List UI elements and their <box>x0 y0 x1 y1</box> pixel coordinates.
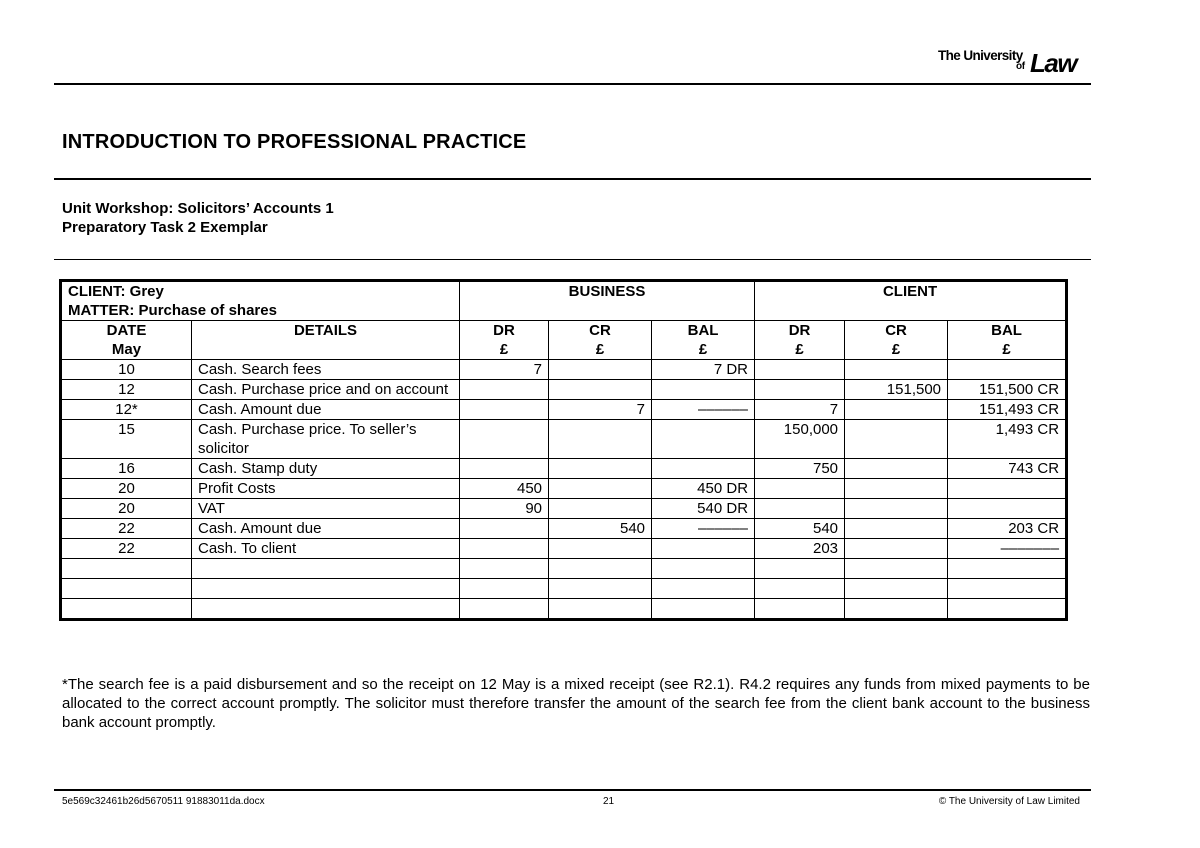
divider-footer <box>54 789 1091 791</box>
client-cr-cell <box>845 499 948 519</box>
business-cr-cell <box>549 499 652 519</box>
empty-cell <box>192 559 460 579</box>
empty-cell <box>755 579 845 599</box>
business-cr-cell: 7 <box>549 400 652 420</box>
client-cr-cell <box>845 539 948 559</box>
footer-page-number: 21 <box>603 796 615 807</box>
business-cr-cell <box>549 420 652 459</box>
business-bal-cell <box>652 539 755 559</box>
empty-cell <box>460 559 549 579</box>
details-cell: Cash. To client <box>192 539 460 559</box>
details-cell: VAT <box>192 499 460 519</box>
business-bal-cell: 540 DR <box>652 499 755 519</box>
empty-cell <box>845 579 948 599</box>
business-dr-cell <box>460 519 549 539</box>
client-dr-cell: 750 <box>755 459 845 479</box>
date-cell: 12 <box>61 380 192 400</box>
empty-cell <box>549 559 652 579</box>
business-bal-cell <box>652 380 755 400</box>
client-label: CLIENT: Grey <box>68 283 164 300</box>
client-cr-cell <box>845 479 948 499</box>
client-bal-cell: 203 CR <box>948 519 1067 539</box>
empty-cell <box>460 599 549 620</box>
logo-text-of: of <box>1016 61 1025 72</box>
ledger-row <box>61 400 1067 420</box>
business-cr-cell: 540 <box>549 519 652 539</box>
empty-cell <box>845 599 948 620</box>
empty-cell <box>845 559 948 579</box>
task-subtitle: Preparatory Task 2 Exemplar <box>62 219 268 236</box>
client-dr-cell: 203 <box>755 539 845 559</box>
client-dr-cell: 540 <box>755 519 845 539</box>
empty-cell <box>948 559 1067 579</box>
client-bal-cell: 151,500 CR <box>948 380 1067 400</box>
business-cr-cell <box>549 539 652 559</box>
client-dr-cell <box>755 499 845 519</box>
ledger-row <box>61 479 1067 499</box>
ledger-table <box>59 279 1068 621</box>
business-dr-cell <box>460 380 549 400</box>
client-dr-header: DR £ <box>755 321 845 360</box>
date-cell: 10 <box>61 360 192 380</box>
client-cr-header: CR £ <box>845 321 948 360</box>
page-title: INTRODUCTION TO PROFESSIONAL PRACTICE <box>62 131 527 153</box>
business-cr-cell <box>549 380 652 400</box>
client-bal-cell <box>948 360 1067 380</box>
workshop-subtitle: Unit Workshop: Solicitors’ Accounts 1 <box>62 200 334 217</box>
empty-cell <box>549 579 652 599</box>
empty-cell <box>652 579 755 599</box>
logo-text-university: The University <box>938 48 1023 63</box>
client-cr-cell <box>845 519 948 539</box>
date-cell: 20 <box>61 479 192 499</box>
empty-cell <box>192 579 460 599</box>
empty-cell <box>61 599 192 620</box>
university-logo <box>938 48 1083 78</box>
client-bal-cell: 151,493 CR <box>948 400 1067 420</box>
business-dr-cell <box>460 459 549 479</box>
empty-cell <box>549 599 652 620</box>
date-cell: 22 <box>61 519 192 539</box>
empty-cell <box>192 599 460 620</box>
details-cell: Profit Costs <box>192 479 460 499</box>
business-bal-cell: –––––– <box>652 400 755 420</box>
logo-text-law: Law <box>1030 48 1077 78</box>
empty-cell <box>652 599 755 620</box>
client-cr-cell <box>845 420 948 459</box>
business-dr-cell: 450 <box>460 479 549 499</box>
ledger-row <box>61 360 1067 380</box>
divider-subtitle <box>54 259 1091 260</box>
client-matter-cell <box>61 281 460 321</box>
ledger-header-row <box>61 281 1067 321</box>
details-cell: Cash. Search fees <box>192 360 460 380</box>
client-dr-cell <box>755 360 845 380</box>
details-cell: Cash. Stamp duty <box>192 459 460 479</box>
business-bal-cell <box>652 420 755 459</box>
business-bal-header: BAL £ <box>652 321 755 360</box>
business-bal-cell: 7 DR <box>652 360 755 380</box>
business-dr-cell: 90 <box>460 499 549 519</box>
business-dr-cell <box>460 539 549 559</box>
divider-title <box>54 178 1091 180</box>
details-cell: Cash. Purchase price. To seller’s solicitor <box>192 420 460 459</box>
business-dr-header: DR £ <box>460 321 549 360</box>
empty-ledger-row <box>61 579 1067 599</box>
ledger-row <box>61 380 1067 400</box>
client-bal-cell <box>948 499 1067 519</box>
divider-top <box>54 83 1091 85</box>
empty-cell <box>652 559 755 579</box>
date-cell: 15 <box>61 420 192 459</box>
client-cr-cell: 151,500 <box>845 380 948 400</box>
ledger-row <box>61 499 1067 519</box>
client-bal-cell <box>948 479 1067 499</box>
empty-cell <box>755 559 845 579</box>
matter-label: MATTER: Purchase of shares <box>68 302 277 319</box>
footnote: *The search fee is a paid disbursement and so the receipt on 12 May is a mixed receipt (see R2.1). R4.2 requires any funds from mixed payments to be allocated to the correct account promptly. The solicitor must therefore transfer the amount of the search fee from the client bank account to the business bank account promptly. <box>62 676 1090 731</box>
details-header: DETAILS <box>192 321 460 360</box>
client-bal-header: BAL £ <box>948 321 1067 360</box>
client-cr-cell <box>845 360 948 380</box>
empty-cell <box>755 599 845 620</box>
ledger-row <box>61 459 1067 479</box>
empty-ledger-row <box>61 559 1067 579</box>
client-dr-cell <box>755 380 845 400</box>
footer-doc-id: 5e569c32461b26d5670511 91883011da.docx <box>62 796 265 807</box>
business-cr-cell <box>549 479 652 499</box>
business-bal-cell: 450 DR <box>652 479 755 499</box>
client-cr-cell <box>845 459 948 479</box>
date-header: DATE May <box>61 321 192 360</box>
footer-copyright: © The University of Law Limited <box>938 796 1080 807</box>
client-bal-cell: ––––––– <box>948 539 1067 559</box>
details-cell: Cash. Purchase price and on account <box>192 380 460 400</box>
client-dr-cell: 7 <box>755 400 845 420</box>
date-cell: 20 <box>61 499 192 519</box>
empty-ledger-row <box>61 599 1067 620</box>
empty-cell <box>460 579 549 599</box>
business-group-header: BUSINESS <box>460 281 755 321</box>
column-header-row <box>61 321 1067 360</box>
client-cr-cell <box>845 400 948 420</box>
client-bal-cell: 1,493 CR <box>948 420 1067 459</box>
details-cell: Cash. Amount due <box>192 519 460 539</box>
details-cell: Cash. Amount due <box>192 400 460 420</box>
client-dr-cell: 150,000 <box>755 420 845 459</box>
client-group-header: CLIENT <box>755 281 1067 321</box>
client-dr-cell <box>755 479 845 499</box>
business-cr-cell <box>549 459 652 479</box>
ledger-row <box>61 420 1067 459</box>
business-dr-cell: 7 <box>460 360 549 380</box>
empty-cell <box>948 579 1067 599</box>
date-cell: 22 <box>61 539 192 559</box>
business-dr-cell <box>460 420 549 459</box>
business-cr-header: CR £ <box>549 321 652 360</box>
ledger-row <box>61 519 1067 539</box>
date-cell: 12* <box>61 400 192 420</box>
business-bal-cell <box>652 459 755 479</box>
ledger-row <box>61 539 1067 559</box>
client-bal-cell: 743 CR <box>948 459 1067 479</box>
business-bal-cell: –––––– <box>652 519 755 539</box>
date-cell: 16 <box>61 459 192 479</box>
empty-cell <box>61 559 192 579</box>
empty-cell <box>61 579 192 599</box>
business-cr-cell <box>549 360 652 380</box>
empty-cell <box>948 599 1067 620</box>
business-dr-cell <box>460 400 549 420</box>
